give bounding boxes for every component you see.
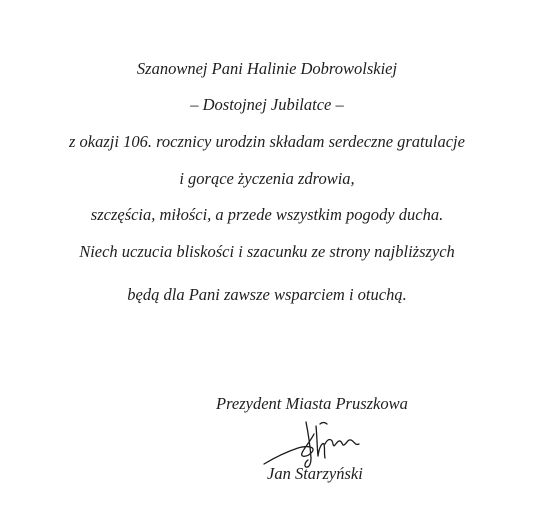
body-line: Niech uczucia bliskości i szacunku ze strony najbliższych (79, 242, 455, 261)
body-line: z okazji 106. rocznicy urodzin składam serdeczne gratulacje (69, 132, 465, 151)
honorific-line: – Dostojnej Jubilatce – (190, 95, 344, 114)
signatory-title: Prezydent Miasta Pruszkowa (216, 394, 408, 413)
signatory-name: Jan Starzyński (267, 464, 363, 483)
body-line: będą dla Pani zawsze wsparciem i otuchą. (127, 285, 407, 304)
body-line: i gorące życzenia zdrowia, (179, 169, 355, 188)
body-line: szczęścia, miłości, a przede wszystkim pogody ducha. (90, 205, 444, 224)
salutation: Szanownej Pani Halinie Dobrowolskiej (136, 59, 398, 78)
